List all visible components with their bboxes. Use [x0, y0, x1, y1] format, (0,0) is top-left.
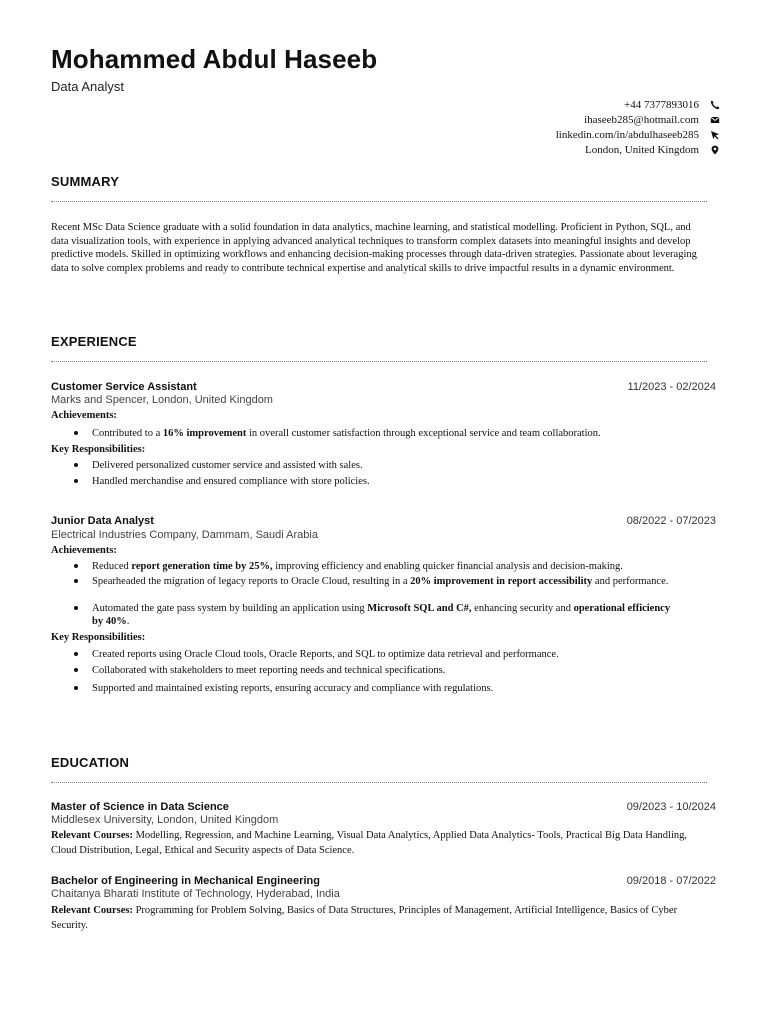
achievement-item: Contributed to a 16% improvement in overall customer satisfaction through exceptional service and team collaboration. [92, 427, 678, 440]
responsibility-item: Collaborated with stakeholders to meet reporting needs and technical specifications. [92, 664, 678, 677]
contact-linkedin-text[interactable]: linkedin.com/in/abdulhaseeb285 [555, 129, 699, 141]
job-dates: 08/2022 - 07/2023 [626, 515, 716, 527]
school-name: Chaitanya Bharati Institute of Technology, Hyderabad, India [51, 888, 340, 900]
experience-divider [51, 361, 707, 362]
job-title: Junior Data Analyst [51, 515, 154, 527]
courses-text: Programming for Problem Solving, Basics of Data Structures, Principles of Management, Artificial Intelligence, Basics of Cyber Security. [51, 905, 678, 931]
envelope-icon [710, 115, 720, 125]
job-dates: 11/2023 - 02/2024 [627, 381, 716, 393]
summary-text: Recent MSc Data Science graduate with a solid foundation in data analytics, machine learning, and statistical modelling. Proficient in Python, SQL, and data visualization tools, with experience in applying advanced analytical techniques to transform complex datasets into meaningful insights and develop predictive models. Skilled in optimizing workflows and enhancing decision-making processes through data-driven strategies. Passionate about leveraging data to solve complex problems and ready to contribute technical expertise and analytical skills to drive impactful results in a dynamic environment. [51, 222, 697, 274]
candidate-name: Mohammed Abdul Haseeb [51, 44, 378, 74]
achievement-item: Spearheaded the migration of legacy reports to Oracle Cloud, resulting in a 20% improvement in report accessibility and performance. [92, 575, 678, 588]
responsibilities-label: Key Responsibilities: [51, 444, 146, 455]
contact-phone-text: +44 7377893016 [624, 99, 699, 111]
achievements-label: Achievements: [51, 410, 117, 421]
responsibility-item: Handled merchandise and ensured compliance with store policies. [92, 475, 678, 488]
contact-location-text: London, United Kingdom [585, 144, 699, 156]
achievement-item: Reduced report generation time by 25%, improving efficiency and enabling quicker financial analysis and decision-making. [92, 560, 678, 573]
degree-title: Master of Science in Data Science [51, 801, 229, 813]
job-organization: Marks and Spencer, London, United Kingdom [51, 394, 273, 406]
contact-location [585, 144, 720, 156]
job-title: Customer Service Assistant [51, 381, 197, 393]
relevant-courses [51, 828, 711, 858]
cursor-icon [710, 130, 720, 140]
phone-icon [710, 100, 720, 110]
experience-heading: EXPERIENCE [51, 334, 137, 349]
school-name: Middlesex University, London, United Kingdom [51, 814, 279, 826]
responsibility-item: Supported and maintained existing reports, ensuring accuracy and compliance with regulations. [92, 682, 678, 695]
courses-text: Modelling, Regression, and Machine Learning, Visual Data Analytics, Applied Data Analytics- Tools, Practical Big Data Handling, Cloud Distribution, Legal, Ethical and Security aspects of Data Science. [51, 830, 688, 856]
summary-divider [51, 201, 707, 202]
contact-linkedin[interactable] [556, 129, 720, 141]
degree-dates: 09/2023 - 10/2024 [626, 801, 716, 813]
courses-label: Relevant Courses: [51, 905, 133, 916]
degree-dates: 09/2018 - 07/2022 [626, 875, 716, 887]
responsibilities-label: Key Responsibilities: [51, 632, 146, 643]
relevant-courses [51, 903, 711, 933]
achievements-label: Achievements: [51, 545, 117, 556]
responsibility-item: Delivered personalized customer service and assisted with sales. [92, 459, 678, 472]
contact-phone [624, 99, 720, 111]
contact-email-text[interactable]: ihaseeb285@hotmail.com [584, 114, 699, 126]
education-divider [51, 782, 707, 783]
contact-email[interactable] [584, 114, 720, 126]
degree-title: Bachelor of Engineering in Mechanical Engineering [51, 875, 320, 887]
job-organization: Electrical Industries Company, Dammam, Saudi Arabia [51, 529, 318, 541]
map-pin-icon [710, 145, 720, 155]
responsibility-item: Created reports using Oracle Cloud tools, Oracle Reports, and SQL to optimize data retrieval and performance. [92, 648, 678, 661]
candidate-role: Data Analyst [51, 79, 124, 94]
summary-heading: SUMMARY [51, 174, 120, 189]
education-heading: EDUCATION [51, 755, 130, 770]
achievement-item: Automated the gate pass system by building an application using Microsoft SQL and C#, enhancing security and operational efficiency by 40%. [92, 602, 678, 629]
courses-label: Relevant Courses: [51, 830, 133, 841]
